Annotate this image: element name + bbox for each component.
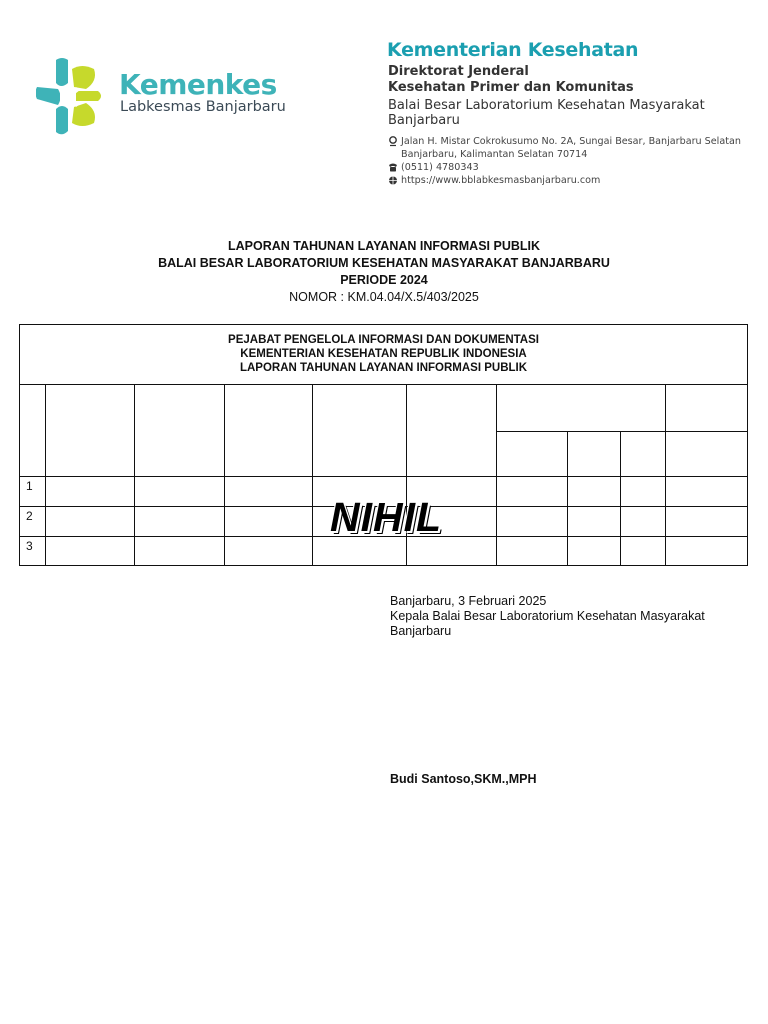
- row-number-2: 2: [26, 509, 33, 523]
- period-title: PERIODE 2024: [340, 273, 428, 287]
- location-pin-icon: [388, 136, 398, 147]
- phone-icon: [388, 162, 398, 173]
- ministry-name: Kementerian Kesehatan: [387, 39, 639, 61]
- address-line-1: Jalan H. Mistar Cokrokusumo No. 2A, Sungai Besar, Banjarbaru Selatan: [401, 136, 741, 147]
- table-column-rule: [312, 384, 313, 566]
- phone-number: (0511) 4780343: [401, 162, 479, 173]
- office-line-2: Banjarbaru: [388, 113, 460, 128]
- table-rule: [19, 476, 748, 477]
- table-header-line-3: LAPORAN TAHUNAN LAYANAN INFORMASI PUBLIK: [239, 362, 528, 374]
- row-number-1: 1: [26, 479, 33, 493]
- table-rule: [496, 431, 748, 432]
- office-line-1: Balai Besar Laboratorium Kesehatan Masyarakat: [388, 98, 705, 113]
- table-column-rule: [45, 384, 46, 566]
- table-column-rule: [224, 384, 225, 566]
- kemenkes-logo-icon: [36, 57, 106, 137]
- table-header-line-2: KEMENTERIAN KESEHATAN REPUBLIK INDONESIA: [240, 348, 527, 360]
- signature-place-date: Banjarbaru, 3 Februari 2025: [390, 594, 547, 608]
- document-number: NOMOR : KM.04.04/X.5/403/2025: [289, 290, 479, 304]
- directorate-line-1: Direktorat Jenderal: [388, 64, 529, 79]
- logo-name: Kemenkes: [119, 68, 277, 101]
- address-line-2: Banjarbaru, Kalimantan Selatan 70714: [401, 149, 588, 160]
- table-column-rule: [134, 384, 135, 566]
- table-column-rule: [496, 384, 497, 566]
- nihil-stamp: NIHIL: [330, 494, 443, 540]
- table-column-rule: [665, 384, 666, 566]
- row-number-3: 3: [26, 539, 33, 553]
- signature-position-1: Kepala Balai Besar Laboratorium Kesehatan Masyarakat: [390, 609, 705, 623]
- signatory-name: Budi Santoso,SKM.,MPH: [390, 772, 537, 786]
- website-link[interactable]: https://www.bblabkesmasbanjarbaru.com: [401, 175, 601, 186]
- table-header-line-1: PEJABAT PENGELOLA INFORMASI DAN DOKUMENTASI: [228, 334, 539, 346]
- logo-subtitle: Labkesmas Banjarbaru: [120, 99, 286, 115]
- table-header: [19, 324, 748, 375]
- signature-position-2: Banjarbaru: [390, 624, 452, 638]
- report-title: LAPORAN TAHUNAN LAYANAN INFORMASI PUBLIK: [227, 239, 541, 253]
- globe-icon: [388, 175, 398, 186]
- table-column-rule: [567, 431, 568, 566]
- institution-title: BALAI BESAR LABORATORIUM KESEHATAN MASYARAKAT BANJARBARU: [158, 256, 610, 270]
- table-rule: [19, 384, 748, 385]
- directorate-line-2: Kesehatan Primer dan Komunitas: [388, 80, 634, 95]
- table-column-rule: [620, 431, 621, 566]
